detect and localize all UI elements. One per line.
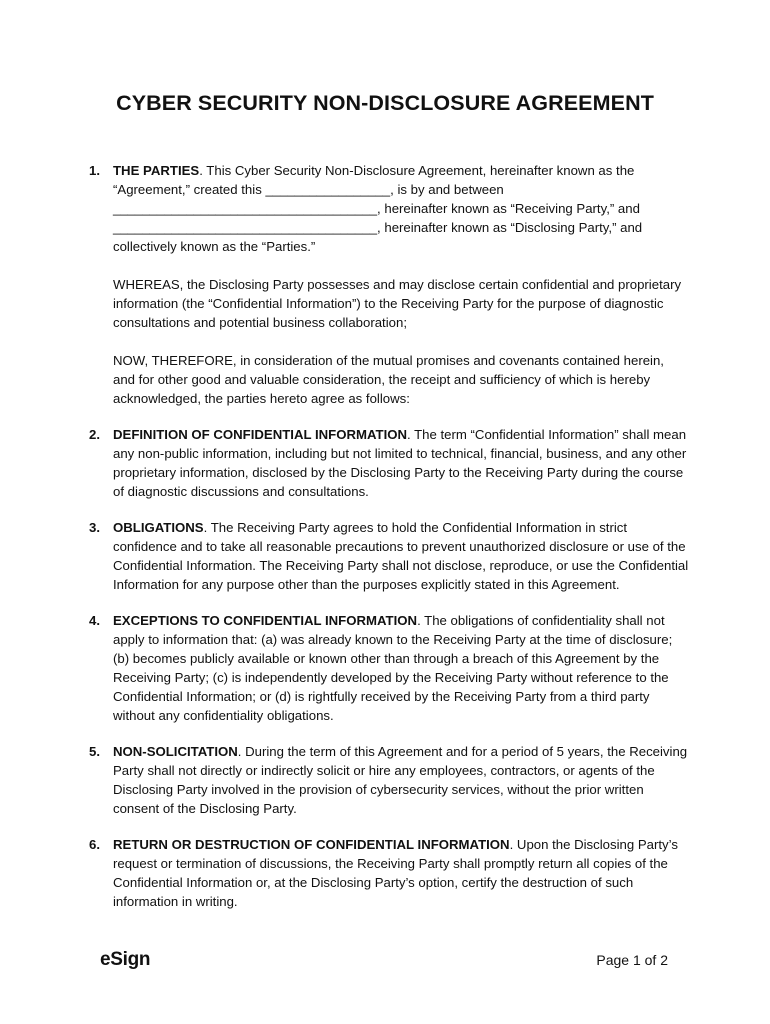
section-exceptions: [89, 611, 689, 725]
section-heading: RETURN OR DESTRUCTION OF CONFIDENTIAL INFORMATION: [113, 837, 510, 852]
esign-logo: eSign: [100, 949, 151, 970]
section-body: . Upon the Disclosing Party’s request or termination of discussions, the Receiving Party shall promptly return all copies of the Confidential Information or, at the Disclosing Party’s option, certify the destruction of such information in writing.: [113, 837, 678, 909]
section-definition: [89, 425, 689, 501]
section-number: 6.: [89, 837, 100, 852]
section-paragraph: [113, 611, 689, 725]
section-paragraph: [113, 742, 689, 818]
section-heading: OBLIGATIONS: [113, 520, 204, 535]
section-heading: THE PARTIES: [113, 163, 200, 178]
section-body: . During the term of this Agreement and for a period of 5 years, the Receiving Party shall not directly or indirectly solicit or hire any employees, contractors, or agents of the Disclosing Party involved in the provision of cybersecurity services, without the prior written consent of the Disclosing Party.: [113, 744, 688, 816]
section-paragraph: [113, 518, 689, 594]
section-number: 5.: [89, 744, 100, 759]
now-therefore-paragraph: NOW, THEREFORE, in consideration of the mutual promises and covenants contained herein, and for other good and valuable consideration, the receipt and sufficiency of which is hereby acknowledged, the parties hereto agree as follows:: [113, 353, 664, 406]
section-paragraph: [113, 161, 689, 256]
section-obligations: [89, 518, 689, 594]
document-title: CYBER SECURITY NON-DISCLOSURE AGREEMENT: [116, 91, 654, 115]
page-number: Page 1 of 2: [596, 952, 668, 968]
section-heading: NON-SOLICITATION: [113, 744, 238, 759]
section-body: . The term “Confidential Information” shall mean any non-public information, including but not limited to technical, financial, business, and any other proprietary information, disclosed by the Disclosing Party to the Receiving Party during the course of diagnostic discussions and consultations.: [113, 427, 687, 499]
section-parties: [89, 161, 689, 408]
section-body: . This Cyber Security Non-Disclosure Agreement, hereinafter known as the “Agreement,” created this _________________, is by and between ____________________________________, hereinafter known as “Receiving Party,” and ____________________________________, hereinafter known as “Disclosing Party,” and collectively known as the “Parties.”: [113, 163, 643, 254]
section-non-solicitation: [89, 742, 689, 818]
whereas-paragraph: WHEREAS, the Disclosing Party possesses and may disclose certain confidential and proprietary information (the “Confidential Information”) to the Receiving Party for the purpose of diagnostic consultations and potential business collaboration;: [113, 277, 682, 330]
section-heading: EXCEPTIONS TO CONFIDENTIAL INFORMATION: [113, 613, 418, 628]
section-return-destruction: [89, 835, 689, 911]
section-number: 1.: [89, 163, 100, 178]
section-body: . The obligations of confidentiality shall not apply to information that: (a) was already known to the Receiving Party at the time of disclosure; (b) becomes publicly available or known other than through a breach of this Agreement by the Receiving Party; (c) is independently developed by the Receiving Party without reference to the Confidential Information; or (d) is rightfully received by the Receiving Party from a third party without any confidentiality obligations.: [113, 613, 673, 723]
section-paragraph: [113, 425, 689, 501]
section-number: 2.: [89, 427, 100, 442]
section-number: 3.: [89, 520, 100, 535]
section-body: . The Receiving Party agrees to hold the Confidential Information in strict confidence and to take all reasonable precautions to prevent unauthorized disclosure or use of the Confidential Information. The Receiving Party shall not disclose, reproduce, or use the Confidential Information for any purpose other than the purposes explicitly stated in this Agreement.: [113, 520, 689, 592]
agreement-sections: [89, 161, 689, 928]
section-number: 4.: [89, 613, 100, 628]
section-heading: DEFINITION OF CONFIDENTIAL INFORMATION: [113, 427, 408, 442]
section-paragraph: [113, 835, 689, 911]
